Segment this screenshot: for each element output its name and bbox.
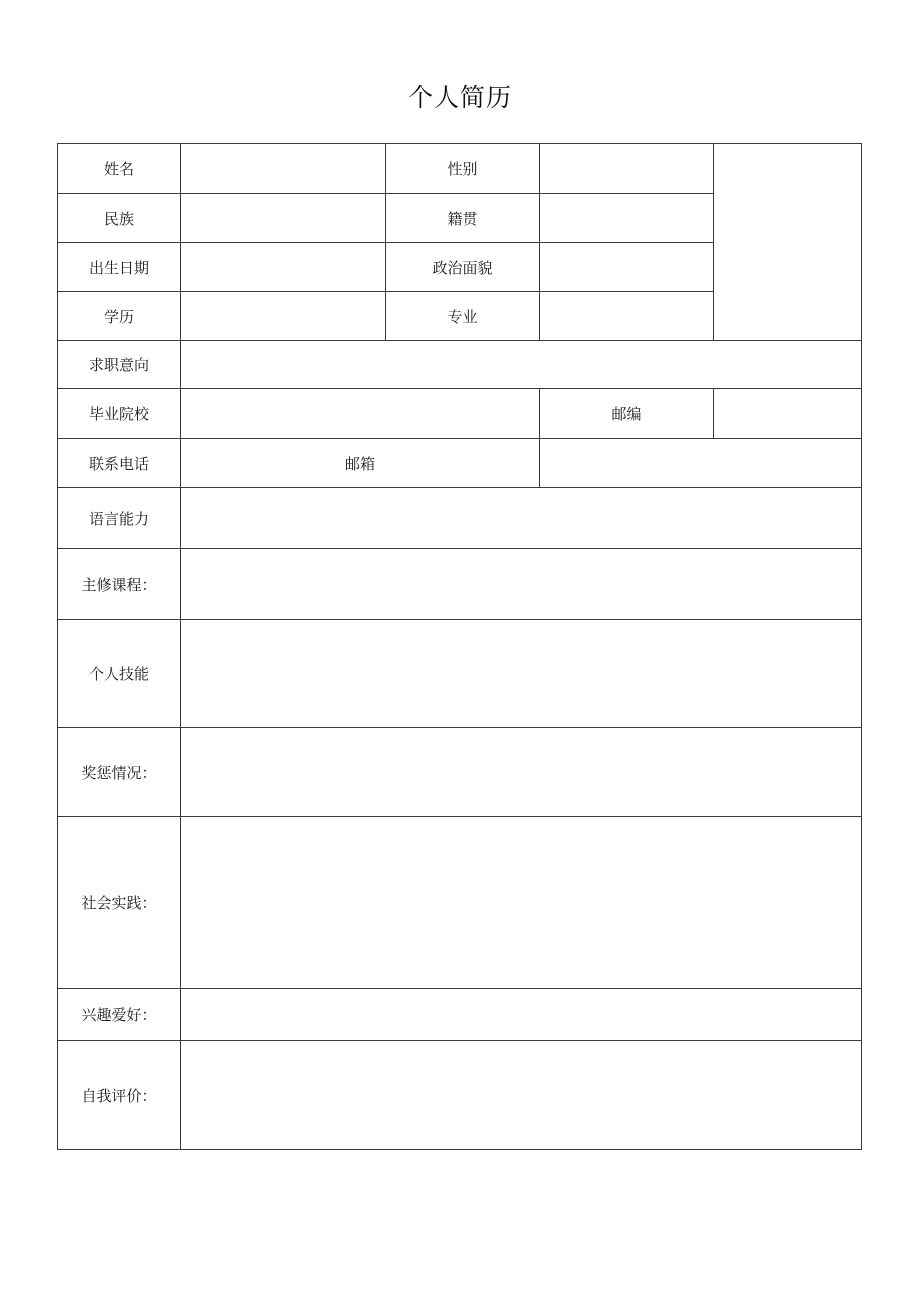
table-row — [58, 728, 862, 817]
birth-date-field[interactable] — [181, 243, 386, 292]
table-row — [58, 144, 862, 194]
education-field[interactable] — [181, 292, 386, 341]
courses-field[interactable] — [181, 549, 862, 620]
table-row — [58, 620, 862, 728]
native-place-field[interactable] — [540, 194, 714, 243]
ethnicity-label: 民族 — [58, 194, 181, 243]
table-row — [58, 341, 862, 389]
major-label: 专业 — [386, 292, 540, 341]
table-row — [58, 549, 862, 620]
language-label: 语言能力 — [58, 488, 181, 549]
graduated-school-label: 毕业院校 — [58, 389, 181, 439]
native-place-label: 籍贯 — [386, 194, 540, 243]
skills-label: 个人技能 — [58, 620, 181, 728]
major-field[interactable] — [540, 292, 714, 341]
email-label: 邮箱 — [181, 439, 540, 488]
self-evaluation-label: 自我评价： — [58, 1041, 181, 1150]
hobbies-label: 兴趣爱好： — [58, 989, 181, 1041]
graduated-school-field[interactable] — [181, 389, 540, 439]
page-title: 个人简历 — [407, 83, 512, 112]
phone-label: 联系电话 — [58, 439, 181, 488]
table-row — [58, 989, 862, 1041]
gender-label: 性别 — [386, 144, 540, 194]
postcode-field[interactable] — [714, 389, 862, 439]
education-label: 学历 — [58, 292, 181, 341]
hobbies-field[interactable] — [181, 989, 862, 1041]
job-intention-field[interactable] — [181, 341, 862, 389]
gender-field[interactable] — [540, 144, 714, 194]
political-status-label: 政治面貌 — [386, 243, 540, 292]
social-practice-label: 社会实践： — [58, 817, 181, 989]
social-practice-field[interactable] — [181, 817, 862, 989]
name-field[interactable] — [181, 144, 386, 194]
email-field[interactable] — [540, 439, 862, 488]
postcode-label: 邮编 — [540, 389, 714, 439]
ethnicity-field[interactable] — [181, 194, 386, 243]
skills-field[interactable] — [181, 620, 862, 728]
table-row — [58, 817, 862, 989]
job-intention-label: 求职意向 — [58, 341, 181, 389]
table-row — [58, 439, 862, 488]
courses-label: 主修课程： — [58, 549, 181, 620]
table-row — [58, 389, 862, 439]
awards-label: 奖惩情况： — [58, 728, 181, 817]
name-label: 姓名 — [58, 144, 181, 194]
self-evaluation-field[interactable] — [181, 1041, 862, 1150]
language-field[interactable] — [181, 488, 862, 549]
table-row — [58, 1041, 862, 1150]
photo-box[interactable] — [714, 144, 862, 341]
birth-date-label: 出生日期 — [58, 243, 181, 292]
political-status-field[interactable] — [540, 243, 714, 292]
awards-field[interactable] — [181, 728, 862, 817]
resume-table — [57, 143, 862, 1150]
table-row — [58, 488, 862, 549]
